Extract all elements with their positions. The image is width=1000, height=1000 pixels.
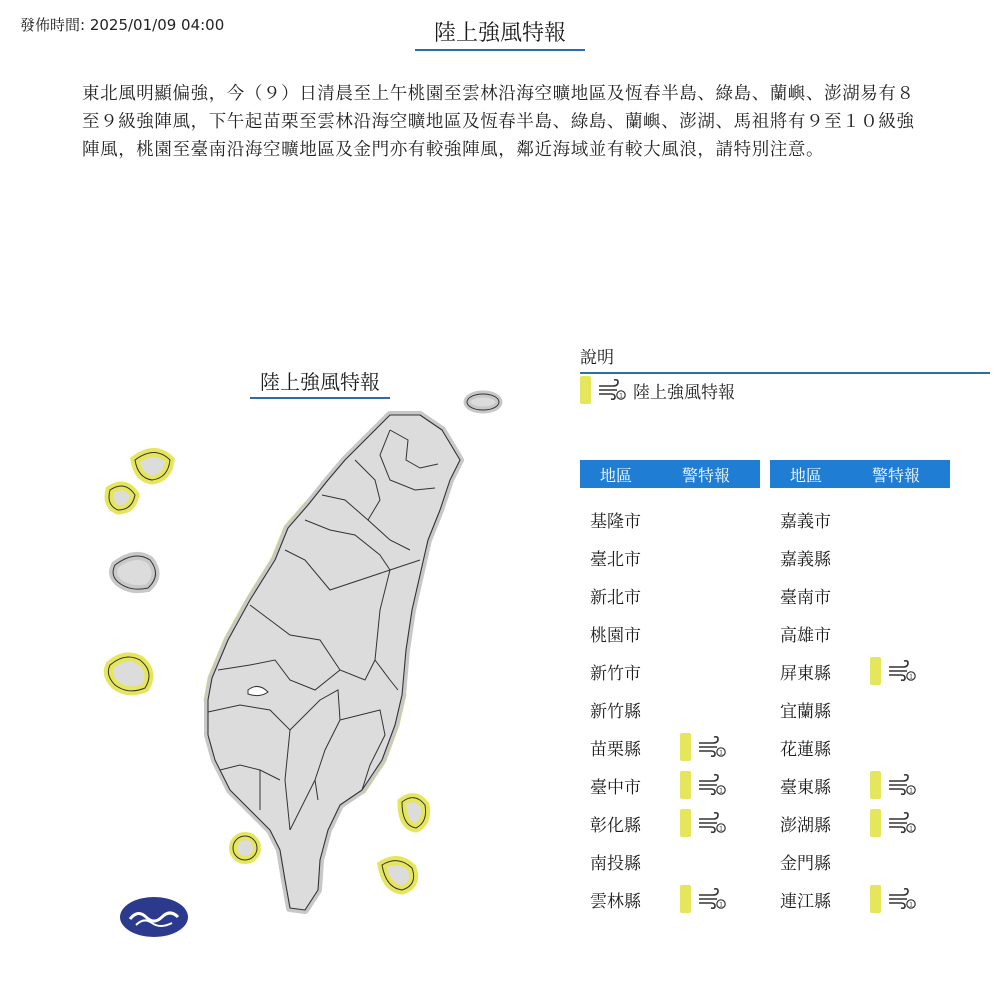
strong-wind-icon: [697, 887, 727, 911]
page-title: 陸上強風特報: [415, 16, 585, 51]
region-name: 雲林縣: [590, 891, 641, 912]
legend-color-swatch: [580, 376, 591, 404]
region-row: [770, 690, 950, 728]
region-name: 屏東縣: [780, 663, 831, 684]
warning-color-swatch: [680, 809, 691, 837]
region-name: 桃園市: [590, 625, 641, 646]
svg-text:1: 1: [909, 901, 913, 909]
region-name: 南投縣: [590, 853, 641, 874]
region-name: 苗栗縣: [590, 739, 641, 760]
strong-wind-warning: [870, 657, 917, 685]
region-name: 臺南市: [780, 587, 831, 608]
svg-text:1: 1: [719, 749, 723, 757]
table-header: [580, 460, 760, 488]
warning-description: 東北風明顯偏強，今（９）日清晨至上午桃園至雲林沿海空曠地區及恆春半島、綠島、蘭嶼、澎湖易有８至９級強陣風，下午起苗栗至雲林沿海空曠地區及恆春半島、綠島、蘭嶼、澎湖、馬祖將有９至１０級強陣風，桃園至臺南沿海空曠地區及金門亦有較強陣風，鄰近海域並有較大風浪，請特別注意。: [82, 84, 915, 160]
northeast-islet: [467, 394, 499, 410]
svg-text:1: 1: [909, 787, 913, 795]
map-title: 陸上強風特報: [250, 366, 390, 399]
region-name: 金門縣: [780, 853, 831, 874]
warning-color-swatch: [870, 885, 881, 913]
region-rows-left: [580, 500, 760, 918]
orchid-island: [382, 861, 414, 890]
region-row: [770, 652, 950, 690]
penghu-islands: [108, 453, 170, 691]
region-name: 彰化縣: [590, 815, 641, 836]
strong-wind-warning: [680, 885, 727, 913]
svg-text:1: 1: [719, 825, 723, 833]
strong-wind-icon: [887, 659, 917, 683]
header-warning: 警特報: [681, 465, 730, 485]
strong-wind-warning: [680, 771, 727, 799]
warning-color-swatch: [680, 885, 691, 913]
cwa-logo: [118, 895, 190, 939]
region-name: 基隆市: [590, 511, 641, 532]
legend-item-strong-wind: [580, 376, 735, 404]
region-name: 嘉義縣: [780, 549, 831, 570]
region-row: [580, 728, 760, 766]
warning-color-swatch: [680, 771, 691, 799]
region-row: [770, 804, 950, 842]
region-row: [770, 880, 950, 918]
strong-wind-warning: [680, 733, 727, 761]
strong-wind-icon: [887, 773, 917, 797]
strong-wind-warning: [870, 809, 917, 837]
region-name: 新北市: [590, 587, 641, 608]
region-row: [580, 842, 760, 880]
region-row: [770, 614, 950, 652]
table-header: [770, 460, 950, 488]
svg-text:1: 1: [619, 392, 623, 400]
svg-text:1: 1: [719, 901, 723, 909]
region-row: [580, 690, 760, 728]
region-row: [770, 728, 950, 766]
region-name: 花蓮縣: [780, 739, 831, 760]
region-row: [770, 766, 950, 804]
legend-heading: 說明: [580, 343, 990, 374]
region-name: 臺中市: [590, 777, 641, 798]
strong-wind-icon: [697, 735, 727, 759]
region-row: [770, 538, 950, 576]
region-rows-right: [770, 500, 950, 918]
region-row: [580, 880, 760, 918]
strong-wind-warning: [680, 809, 727, 837]
region-row: [770, 500, 950, 538]
warning-color-swatch: [870, 657, 881, 685]
strong-wind-icon: [887, 887, 917, 911]
svg-text:1: 1: [909, 825, 913, 833]
strong-wind-icon: [697, 773, 727, 797]
warning-color-swatch: [680, 733, 691, 761]
region-name: 連江縣: [780, 891, 831, 912]
strong-wind-icon: [597, 378, 627, 402]
xiaoliuqiu-island: [233, 836, 257, 860]
green-island: [402, 798, 426, 828]
warning-color-swatch: [870, 771, 881, 799]
region-row: [770, 576, 950, 614]
strong-wind-warning: [870, 885, 917, 913]
legend-label: 陸上強風特報: [633, 382, 735, 403]
region-name: 新竹市: [590, 663, 641, 684]
region-name: 臺東縣: [780, 777, 831, 798]
region-name: 新竹縣: [590, 701, 641, 722]
region-row: [580, 576, 760, 614]
issue-time: 發佈時間: 2025/01/09 04:00: [20, 16, 225, 34]
warning-color-swatch: [870, 809, 881, 837]
region-row: [580, 538, 760, 576]
region-row: [580, 500, 760, 538]
header-warning: 警特報: [871, 465, 920, 485]
svg-text:1: 1: [909, 673, 913, 681]
taiwan-map: [90, 360, 560, 960]
region-name: 高雄市: [780, 625, 831, 646]
region-name: 宜蘭縣: [780, 701, 831, 722]
strong-wind-warning: [870, 771, 917, 799]
region-name: 澎湖縣: [780, 815, 831, 836]
region-row: [580, 614, 760, 652]
strong-wind-icon: [887, 811, 917, 835]
region-table-right: [770, 460, 950, 918]
region-row: [580, 766, 760, 804]
strong-wind-icon: [697, 811, 727, 835]
header-region: 地區: [599, 465, 632, 485]
region-name: 臺北市: [590, 549, 641, 570]
region-name: 嘉義市: [780, 511, 831, 532]
region-row: [770, 842, 950, 880]
region-row: [580, 804, 760, 842]
region-row: [580, 652, 760, 690]
header-region: 地區: [789, 465, 822, 485]
svg-text:1: 1: [719, 787, 723, 795]
region-table-left: [580, 460, 760, 918]
